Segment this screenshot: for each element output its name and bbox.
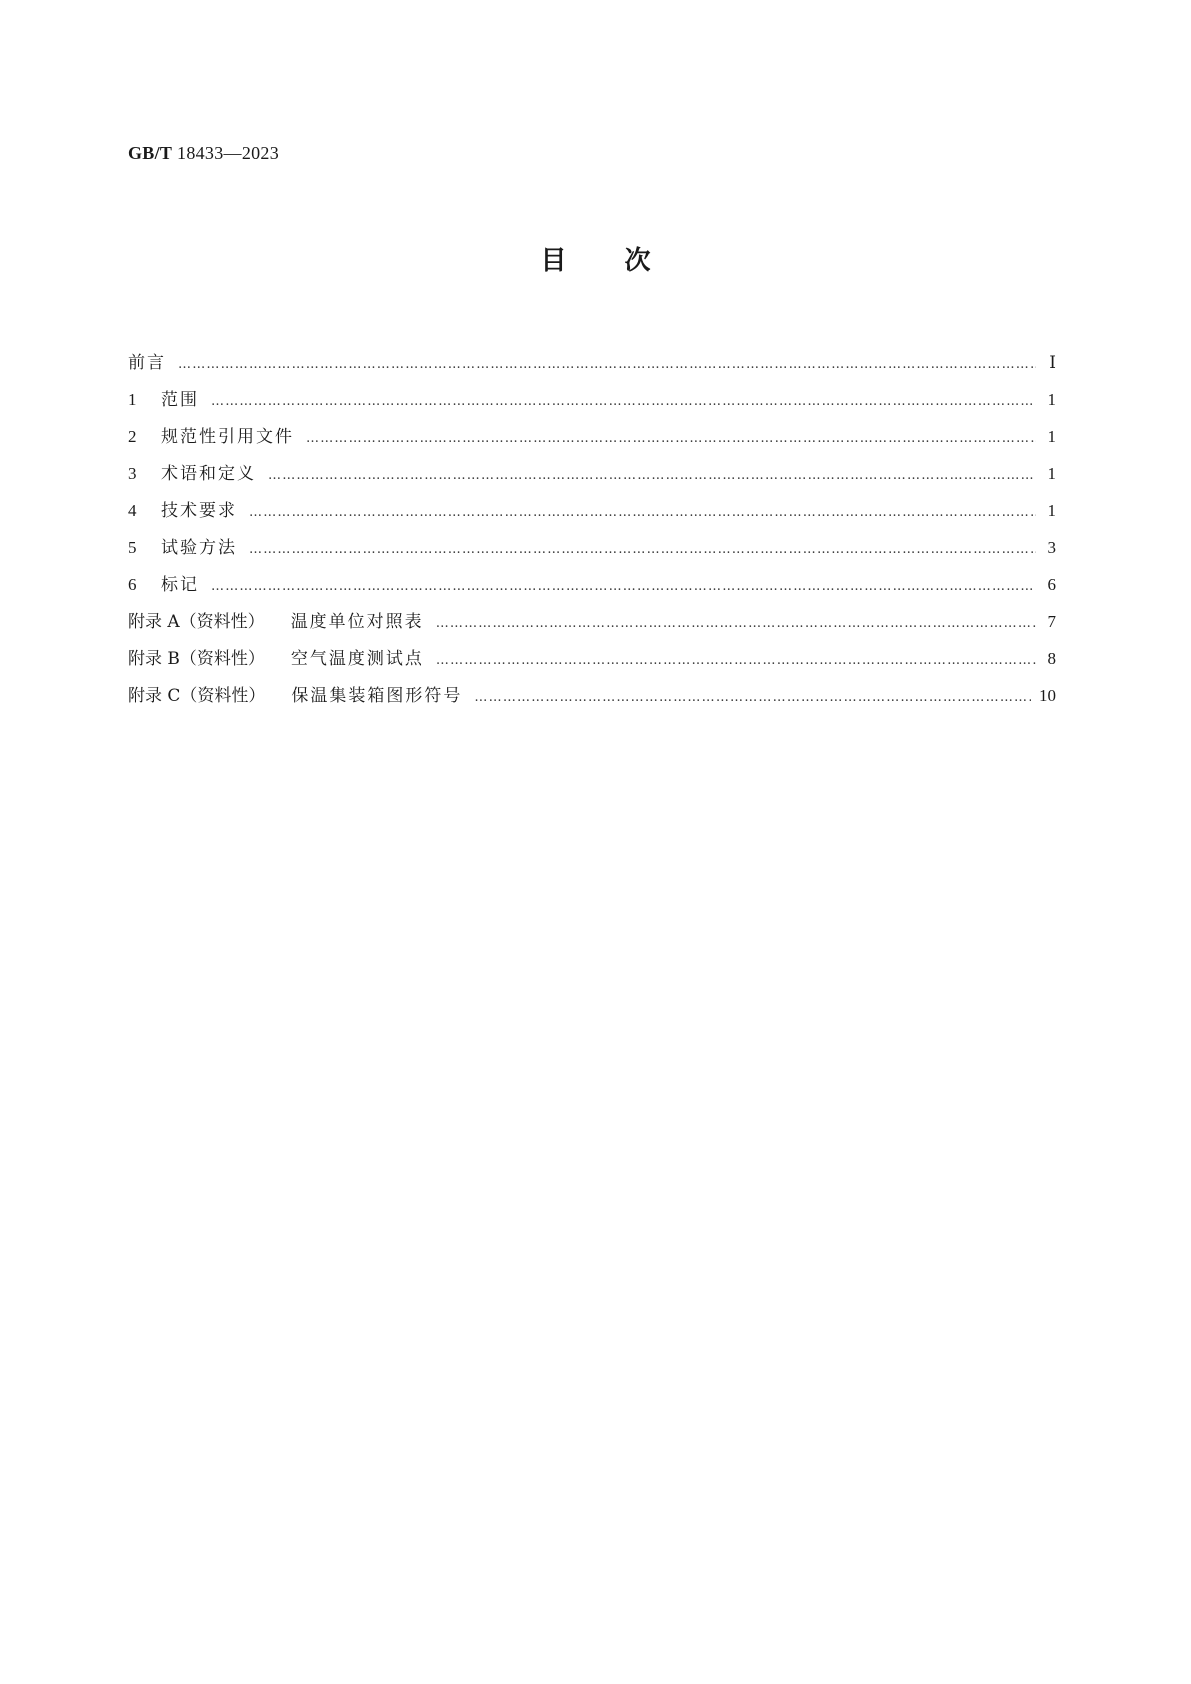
toc-entry-label: 规范性引用文件 <box>161 427 294 447</box>
toc-dot-leader <box>249 494 1036 531</box>
toc-entry-label: 温度单位对照表 <box>290 612 424 632</box>
toc-entry-marking[interactable] <box>128 566 1056 603</box>
toc-entry-test-methods[interactable] <box>128 529 1056 566</box>
toc-dot-leader <box>474 679 1031 716</box>
toc-entry-label: 前言 <box>128 353 166 373</box>
toc-entry-page: 1 <box>1047 427 1056 446</box>
toc-entry-appendix-a[interactable] <box>128 603 1056 640</box>
standard-code <box>128 143 279 164</box>
toc-entry-page: 1 <box>1047 464 1056 483</box>
toc-entry-number: 2 <box>128 427 137 446</box>
toc-dot-leader <box>178 346 1036 383</box>
page-title <box>0 244 1191 278</box>
toc-dot-leader <box>306 420 1036 457</box>
toc-entry-number: 1 <box>128 390 137 409</box>
toc-dot-leader <box>436 642 1036 679</box>
toc-entry-label: 范围 <box>161 390 199 410</box>
standard-number: 18433—2023 <box>177 143 280 163</box>
page-title-char-2: 次 <box>624 246 651 276</box>
toc-entry-technical-requirements[interactable] <box>128 492 1056 529</box>
toc-entry-page: 6 <box>1047 575 1056 594</box>
toc-dot-leader <box>211 568 1036 605</box>
toc-entry-appendix: 附录 A（资料性） <box>128 612 265 632</box>
toc-entry-appendix: 附录 B（资料性） <box>128 649 265 669</box>
toc-dot-leader <box>211 383 1036 420</box>
toc-entry-page: Ⅰ <box>1049 353 1056 372</box>
toc-entry-label: 技术要求 <box>161 501 237 521</box>
page-title-char-1: 目 <box>540 246 567 276</box>
toc-dot-leader <box>436 605 1036 642</box>
toc-entry-label: 试验方法 <box>161 538 237 558</box>
toc-entry-page: 1 <box>1047 390 1056 409</box>
toc-entry-foreword[interactable] <box>128 344 1056 381</box>
toc-entry-number: 4 <box>128 501 137 520</box>
toc-entry-number: 6 <box>128 575 137 594</box>
standard-prefix: GB/T <box>128 143 173 163</box>
toc-entry-page: 3 <box>1047 538 1056 557</box>
toc-entry-label: 术语和定义 <box>161 464 256 484</box>
toc-entry-normative-references[interactable] <box>128 418 1056 455</box>
toc-entry-label: 标记 <box>161 575 199 595</box>
toc-entry-page: 10 <box>1039 686 1056 705</box>
toc-entry-label: 空气温度测试点 <box>290 649 424 669</box>
toc-entry-terms-definitions[interactable] <box>128 455 1056 492</box>
toc-dot-leader <box>249 531 1036 568</box>
toc-entry-appendix-c[interactable] <box>128 677 1056 714</box>
toc-entry-appendix-b[interactable] <box>128 640 1056 677</box>
toc-dot-leader <box>268 457 1036 494</box>
toc-entry-number: 3 <box>128 464 137 483</box>
toc-entry-appendix: 附录 C（资料性） <box>128 686 266 706</box>
table-of-contents <box>128 344 1056 714</box>
toc-entry-number: 5 <box>128 538 137 557</box>
toc-entry-label: 保温集装箱图形符号 <box>291 686 463 706</box>
toc-entry-page: 7 <box>1047 612 1056 631</box>
toc-entry-page: 8 <box>1047 649 1056 668</box>
toc-entry-scope[interactable] <box>128 381 1056 418</box>
toc-entry-page: 1 <box>1047 501 1056 520</box>
